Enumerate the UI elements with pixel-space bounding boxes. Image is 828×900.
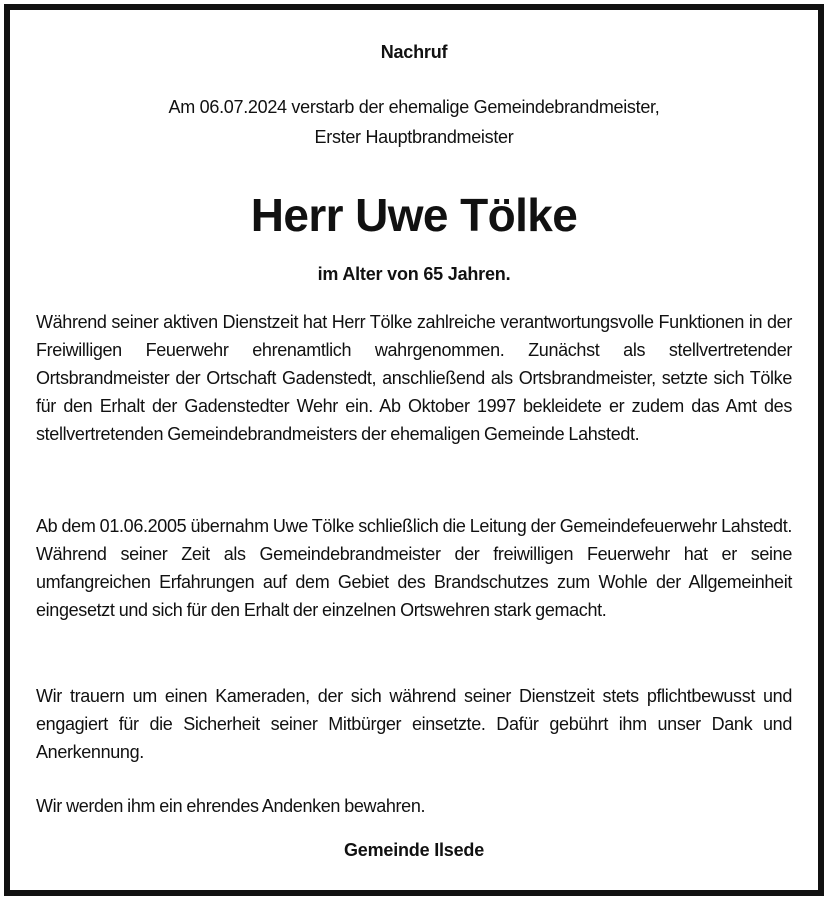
paragraph-service: Während seiner aktiven Dienstzeit hat Herr Tölke zahlreiche verantwortungsvolle Funktionen in der Freiwilligen Feuerwehr ehrenamtlich wahrgenommen. Zunächst als stellvertretender Ortsbrandmeister der Ortschaft Gadenstedt, anschließend als Ortsbrandmeister, setzte sich Tölke für den Erhalt der Gadenstedter Wehr ein. Ab Oktober 1997 bekleidete er zudem das Amt des stellvertretenden Gemeindebrandmeisters der ehemaligen Gemeinde Lahstedt.: [36, 312, 792, 444]
obituary-frame: [4, 4, 824, 896]
paragraph-remembrance: Wir werden ihm ein ehrendes Andenken bewahren.: [36, 796, 426, 816]
deceased-name: Herr Uwe Tölke: [250, 189, 578, 241]
signature: Gemeinde Ilsede: [343, 840, 485, 860]
deceased-age: im Alter von 65 Jahren.: [317, 264, 511, 284]
intro-line-2: Erster Hauptbrandmeister: [314, 127, 514, 147]
obituary-heading: Nachruf: [380, 42, 448, 62]
paragraph-leadership: Ab dem 01.06.2005 übernahm Uwe Tölke schließlich die Leitung der Gemeindefeuerwehr Lahstedt. Während seiner Zeit als Gemeindebrandmeister der freiwilligen Feuerwehr hat er seine umfangreichen Erfahrungen auf dem Gebiet des Brandschutzes zum Wohle der Allgemeinheit eingesetzt und sich für den Erhalt der einzelnen Ortswehren stark gemacht.: [36, 516, 792, 620]
paragraph-mourning: Wir trauern um einen Kameraden, der sich während seiner Dienstzeit stets pflichtbewusst und engagiert für die Sicherheit seiner Mitbürger einsetzte. Dafür gebührt ihm unser Dank und Anerkennung.: [36, 686, 792, 762]
obituary-content: [36, 10, 792, 890]
obituary-intro: [36, 92, 792, 152]
intro-line-1: Am 06.07.2024 verstarb der ehemalige Gemeindebrandmeister,: [168, 97, 660, 117]
